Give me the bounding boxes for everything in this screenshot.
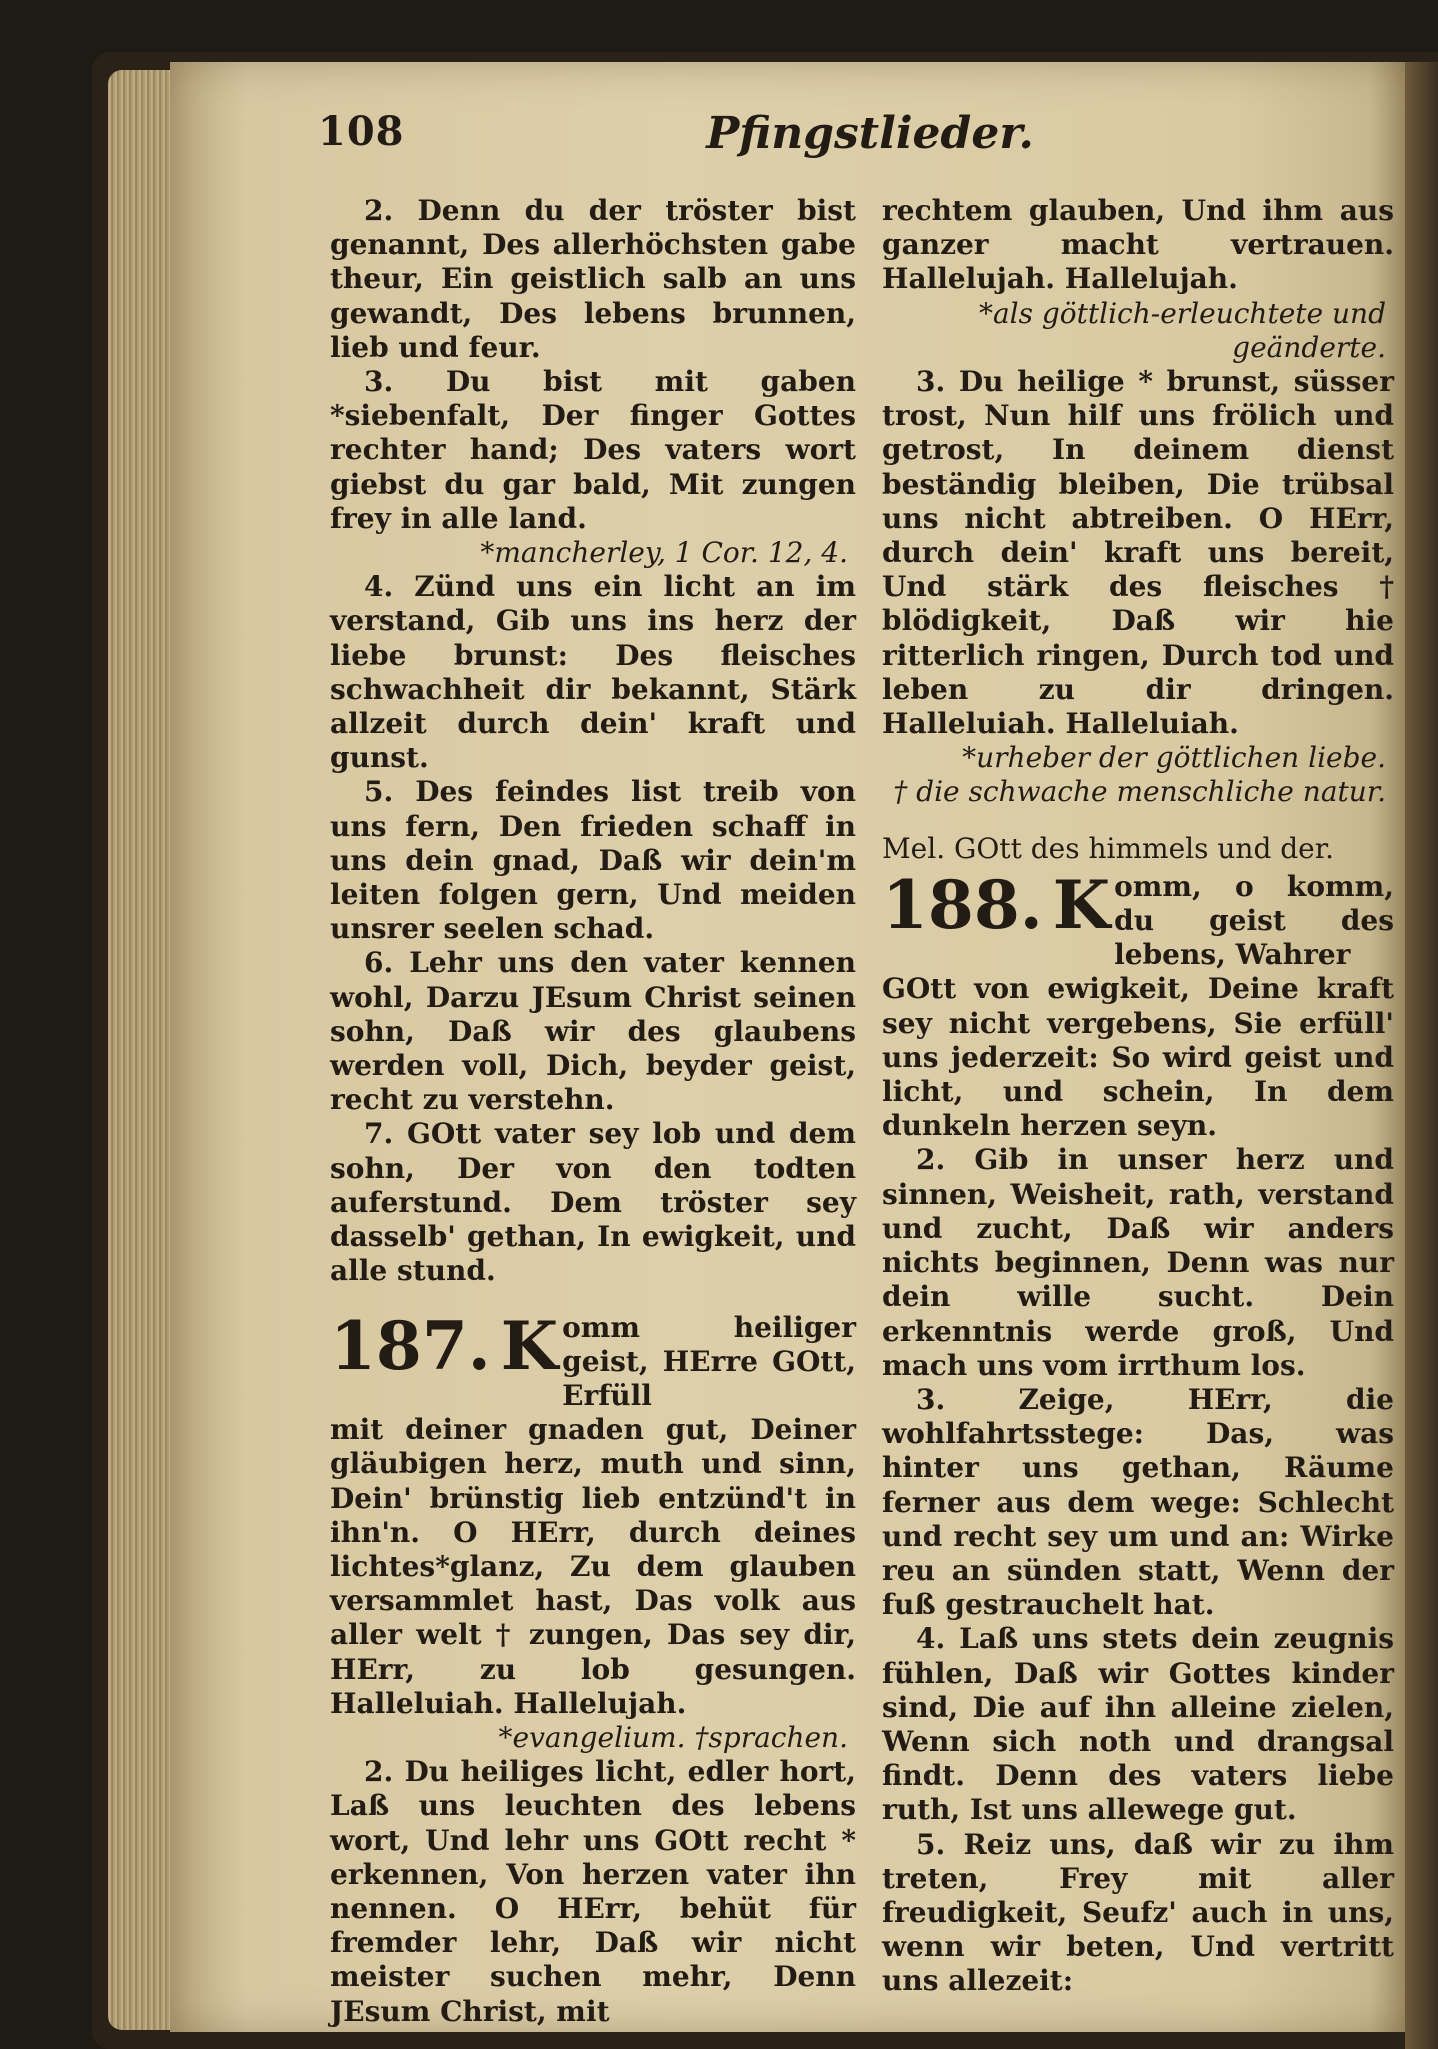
page-title: Pfingstlieder. <box>706 108 1034 159</box>
hymn-number: 187. <box>330 1306 491 1385</box>
hymn-text: mit deiner gnaden gut, Deiner gläubigen herz, muth und sinn, Dein' brünstig lieb entzünd't in ihn'n. O HErr, durch deines lichtes*glanz, Zu dem glauben versammlet hast, Das volk aus aller welt † zungen, Das sey dir, HErr, zu lob gesungen. Halleluiah. Hallelujah. <box>330 1413 856 1720</box>
verse-continuation: rechtem glauben, Und ihm aus ganzer macht vertrauen. Hallelujah. Hallelujah. <box>882 194 1394 296</box>
verse: 2. Gib in unser herz und sinnen, Weisheit, rath, verstand und zucht, Daß wir anders nichts beginnen, Denn was nur dein wille sucht. Dein erkenntnis werde groß, Und mach uns vom irrthum los. <box>882 1143 1394 1382</box>
footnote: *urheber der göttlichen liebe. <box>962 741 1386 775</box>
footnote: *als göttlich-erleuchtete und geänderte. <box>978 296 1386 364</box>
page-number: 108 <box>318 108 405 155</box>
hymn-187 <box>330 1306 856 1721</box>
hymn-first-lines: omm, o komm, du geist des lebens, Wahrer <box>1114 869 1394 972</box>
footnote: *evangelium. †sprachen. <box>498 1720 848 1754</box>
verse: 5. Des feindes list treib von uns fern, Den frieden schaff in uns dein gnad, Daß wir dein'm leiten folgen gern, Und meiden unsrer seelen schad. <box>330 775 856 946</box>
right-column <box>882 194 1394 1999</box>
hymn-text: GOtt von ewigkeit, Deine kraft sey nicht vergebens, Sie erfüll' uns jederzeit: So wird geist und licht, und schein, In dem dunkeln herzen seyn. <box>882 972 1394 1143</box>
hymn-number: 188. <box>882 865 1043 944</box>
drop-cap-initial: K <box>500 1306 559 1385</box>
verse: 3. Du bist mit gaben *siebenfalt, Der finger Gottes rechter hand; Des vaters wort giebst du gar bald, Mit zungen frey in alle land. <box>330 365 856 535</box>
melody-note: Mel. GOtt des himmels und der. <box>882 831 1334 865</box>
verse: 2. Du heiliges licht, edler hort, Laß uns leuchten des lebens wort, Und lehr uns GOtt recht * erkennen, Von herzen vater ihn nennen. O HErr, behüt für fremder lehr, Daß wir nicht meister suchen mehr, Denn JEsum Christ, mit <box>330 1755 856 2028</box>
verse: 4. Laß uns stets dein zeugnis fühlen, Daß wir Gottes kinder sind, Die auf ihn alleine zielen, Wenn sich noth und drangsal findt. Denn des vaters liebe ruth, Ist uns allewege gut. <box>882 1622 1394 1827</box>
drop-cap-initial: K <box>1052 865 1111 944</box>
verse: 3. Du heilige * brunst, süsser trost, Nun hilf uns frölich und getrost, In deinem dienst beständig bleiben, Die trübsal uns nicht abtreiben. O HErr, durch dein' kraft uns bereit, Und stärk des fleisches † blödigkeit, Daß wir hie ritterlich ringen, Durch tod und leben zu dir dringen. Halleluiah. Halleluiah. <box>882 365 1394 741</box>
verse: 3. Zeige, HErr, die wohlfahrtsstege: Das, was hinter uns gethan, Räume ferner aus dem wege: Schlecht und recht sey um und an: Wirke reu an sünden statt, Wenn der fuß gestrauchelt hat. <box>882 1382 1394 1622</box>
verse: 6. Lehr uns den vater kennen wohl, Darzu JEsum Christ seinen sohn, Daß wir des glaubens werden voll, Dich, beyder geist, recht zu verstehn. <box>330 946 856 1117</box>
hymn-188 <box>882 865 1394 1144</box>
left-column <box>330 194 856 2029</box>
verse: 7. GOtt vater sey lob und dem sohn, Der von den todten auferstund. Dem tröster sey dasselb' gethan, In ewigkeit, und alle stund. <box>330 1117 856 1288</box>
verse: 4. Zünd uns ein licht an im verstand, Gib uns ins herz der liebe brunst: Des fleisches schwachheit dir bekannt, Stärk allzeit durch dein' kraft und gunst. <box>330 570 856 775</box>
hymn-first-lines: omm heiliger geist, HErre GOtt, Erfüll <box>562 1310 856 1412</box>
footnote: *mancherley, 1 Cor. 12, 4. <box>480 536 848 570</box>
verse: 5. Reiz uns, daß wir zu ihm treten, Frey mit aller freudigkeit, Seufz' auch in uns, wenn wir beten, Und vertritt uns allezeit: <box>882 1827 1394 1998</box>
verse: 2. Denn du der tröster bist genannt, Des allerhöchsten gabe theur, Ein geistlich salb an uns gewandt, Des lebens brunnen, lieb und feur. <box>330 194 856 364</box>
footnote: † die schwache menschliche natur. <box>893 775 1386 809</box>
